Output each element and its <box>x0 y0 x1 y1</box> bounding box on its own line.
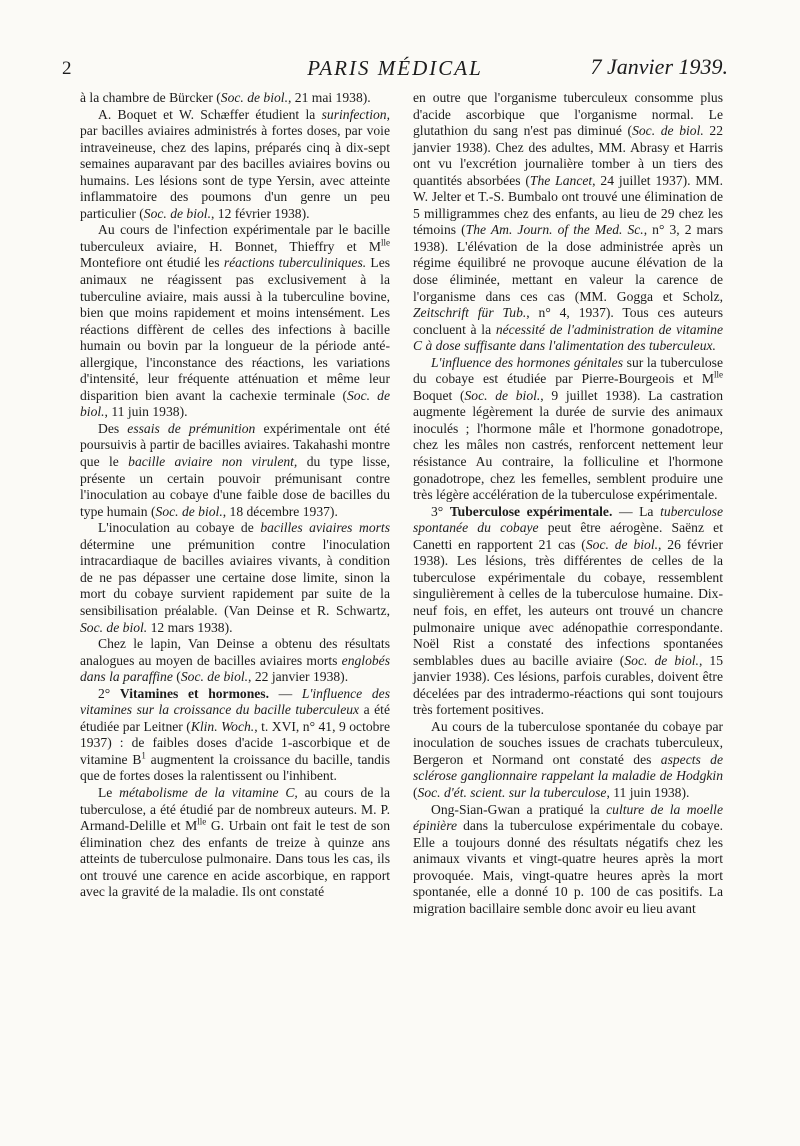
italic-text: surinfection <box>321 106 387 122</box>
text-run: A. Boquet et W. Schæffer étudient la <box>98 106 322 122</box>
text-run: 1 <box>141 750 146 761</box>
italic-text: The Lancet <box>529 172 593 188</box>
text-run: , n° 4, 1937). Tous ces auteurs concluent à la <box>413 305 723 337</box>
text-run: peut être aérogène. Saënz et Canetti en rapportent 21 cas ( <box>413 520 723 552</box>
text-run: Au cours de la tuberculose spontanée du cobaye par inoculation de souches issues de crachats tuberculeux, Bergeron et Normand ont constaté des <box>413 718 723 767</box>
text-run: Montefiore ont étudié les <box>80 255 224 271</box>
italic-text: Soc. de biol. <box>180 669 249 685</box>
italic-text: aspects de sclérose ganglionnaire rappelant la maladie de Hodgkin <box>413 751 724 784</box>
paragraph <box>413 504 723 719</box>
italic-text: The Am. Journ. of the Med. Sc. <box>465 222 644 238</box>
italic-text: métabolisme de la vitamine C, <box>119 784 298 800</box>
paragraph <box>80 636 390 686</box>
text-run: L'inoculation au cobaye de <box>98 520 261 536</box>
italic-text: réactions tuberculiniques. <box>223 255 367 271</box>
italic-text: Soc. de biol. <box>80 619 148 635</box>
italic-text: Soc. de biol. <box>585 536 659 552</box>
text-run: dans la tuberculose expérimentale du cobaye. Elle a toujours donné des résultats négatifs chez les animaux vivants et vingt-quatre heures après la mort provoquée. Mais, vingt-quatre heures après la mort spontanée, elle a donné 10 p. 100 de cas positifs. La migration bacillaire semble donc avoir eu lieu avant <box>413 818 723 916</box>
text-run: Le <box>98 784 120 800</box>
italic-text: Soc. de biol. <box>624 652 699 668</box>
text-run: , n° 3, 2 mars 1938). L'élévation de la dose administrée après un régime équilibré ne provoque aucune élévation de la dose éliminée, mettant en valeur la carence de l'organisme dans ces cas (MM. Gogga et Scholz, <box>413 222 723 304</box>
text-run: expérimentale ont été poursuivis à partir de bacilles aviaires. Takahashi montre que le <box>80 420 391 470</box>
text-run: a été étudiée par Leitner ( <box>80 702 390 734</box>
issue-date: 7 Janvier 1939. <box>590 54 728 79</box>
italic-text: nécessité de l'administration de vitamine C à dose suffisante dans l'alimentation des tuberculeux. <box>413 321 723 354</box>
text-run: du type lisse, présente un certain pouvoir prémunisant contre l'inoculation au cobaye d'une faible dose de bacilles du type humain ( <box>80 454 390 519</box>
italic-text: Soc. d'ét. scient. sur la tuberculose <box>417 784 607 800</box>
paragraph <box>413 90 723 355</box>
paragraph <box>80 520 390 636</box>
text-run: augmentent la croissance du bacille, tandis que de fortes doses la ralentissent ou l'inhibent. <box>80 751 391 784</box>
text-run: , par bacilles aviaires administrés à fortes doses, par voie intraveineuse, chez des lapins, préparés cinq à dix-sept semaines auparavant par des bacilles aviaires bovins ou humains. Les lésions sont de type Yersin, avec atteinte inflammatoire des poumons d'un genre un peu particulier ( <box>80 106 390 221</box>
text-run: , 11 juin 1938). <box>606 784 690 800</box>
italic-text: bacilles aviaires morts <box>260 520 390 536</box>
text-run: 2° <box>98 685 120 701</box>
paragraph <box>80 90 390 107</box>
section-heading: Vitamines et hormones. <box>119 685 269 701</box>
paragraph <box>80 686 390 785</box>
text-run: en outre que l'organisme tuberculeux consomme plus d'acide ascorbique que l'organisme normal. Le glutathion du sang n'est pas diminué ( <box>413 90 723 139</box>
italic-text: Soc. de biol. <box>143 205 211 221</box>
paragraph <box>80 107 390 223</box>
text-run: lle <box>197 816 207 827</box>
running-header <box>62 54 728 84</box>
text-run: — <box>269 685 302 701</box>
italic-text: Soc. de biol. <box>80 387 390 420</box>
paragraph <box>413 802 723 918</box>
section-heading: Tuberculose expérimentale. <box>449 503 613 519</box>
text-run: sur la tuberculose du cobaye est étudiée par Pierre-Bourgeois et M <box>413 354 723 387</box>
paragraph <box>80 222 390 421</box>
text-run: Des <box>98 420 128 436</box>
italic-text: Soc. de biol. <box>464 387 541 403</box>
text-run: lle <box>714 369 723 380</box>
text-run: Ong-Sian-Gwan a pratiqué la <box>431 801 607 817</box>
text-run: , 12 février 1938). <box>210 205 310 221</box>
text-run: à la chambre de Bürcker ( <box>80 90 221 105</box>
paragraph <box>80 785 390 901</box>
text-run: , 21 mai 1938). <box>287 90 371 105</box>
page-number: 2 <box>62 58 72 79</box>
text-run: 3° <box>431 503 450 519</box>
journal-title: PARIS MÉDICAL <box>307 56 483 80</box>
text-run: , 26 février 1938). Les lésions, très différentes de celles de la tuberculose expérimentale du cobaye, ressemblent singulièrement à celles de la tuberculose humaine. Dix-neuf fois, en effet, les auteurs ont trouvé un chancre pulmonaire unique avec adénopathie correspondante. Noël Rist a constaté des infections spontanées semblables dues au bacille aviaire ( <box>413 536 723 668</box>
left-column <box>80 90 390 901</box>
text-run: , 22 janvier 1938). <box>248 669 349 685</box>
text-run: , 9 juillet 1938). La castration augmente légèrement la durée de survie des animaux inoculés ; l'hormone mâle et l'hormone gonadotrope, chez les mâles non castrés, renforcent nettement leur résistance Au contraire, la folliculine et l'hormone gonadotrope, chez les femelles, semblent produire une très légère accélération de la tuberculose expérimentale. <box>413 387 723 503</box>
italic-text: L'influence des vitamines sur la croissance du bacille tuberculeux <box>80 685 390 718</box>
italic-text: Soc. de biol. <box>632 123 704 139</box>
text-run: , 11 juin 1938). <box>104 404 188 420</box>
italic-text: bacille aviaire non virulent, <box>128 454 298 470</box>
text-run: Les animaux ne réagissent pas exclusivement à la tuberculine aviaire, mais aussi à la tuberculine bovine, bien que moins rapidement et moins intensément. Les réactions diffèrent de celles des infections à bacille humain ou bovin par la longueur de la période anté-allergique, l'inconstance des réactions, les variations d'intensité, leur fréquente atténuation et même leur disparition bien avant la cachexie terminale ( <box>80 255 391 403</box>
text-run: — La <box>612 503 661 519</box>
text-run: G. Urbain ont fait le test de son élimination chez des enfants de treize à quinze ans atteints de tuberculose pulmonaire. Dans tous les cas, ils ont trouvé une carence en acide ascorbique, en rapport avec la gravité de la maladie. Ils ont constaté <box>80 818 390 900</box>
italic-text: L'influence des hormones génitales <box>431 354 624 370</box>
text-run: 22 janvier 1938). Chez des adultes, MM. Abrasy et Harris ont vu l'excrétion journalière tomber à un tiers des quantités absorbées ( <box>413 123 724 188</box>
italic-text: Soc. de biol. <box>220 90 288 105</box>
text-run: , t. XVI, n° 41, 9 octobre 1937) : de faibles doses d'acide 1-ascorbique et de vitamine B <box>80 718 390 767</box>
text-run: détermine une prémunition contre l'inoculation intracardiaque de bacilles aviaires vivants, à condition de ne pas dépasser une certaine dose limite, sinon la mort du cobaye survient rapidement par suite de la sensibilisation préalable. (Van Deinse et R. Schwartz, <box>80 536 390 618</box>
italic-text: culture de la moelle épinière <box>413 801 723 834</box>
right-column <box>413 90 723 917</box>
italic-text: Soc. de biol. <box>155 503 223 519</box>
text-run: Au cours de l'infection expérimentale par le bacille tuberculeux aviaire, H. Bonnet, Thieffry et M <box>80 222 390 254</box>
text-run: , 15 janvier 1938). Ces lésions, parfois curables, doivent être décelées par des intradermo-réactions qui sont toujours très fortement positives. <box>413 652 724 718</box>
text-run: au cours de la tuberculose, a été étudié par de nombreux auteurs. M. P. Armand-Delille et M <box>80 784 390 834</box>
text-run: , 24 juillet 1937). MM. W. Jelter et T.-S. Bumbalo ont trouvé une élimination de 5 milligrammes chez des enfants, au lieu de 29 chez les témoins ( <box>413 172 723 238</box>
italic-text: Klin. Woch. <box>190 718 255 734</box>
text-run: lle <box>381 237 390 248</box>
italic-text: essais de prémunition <box>127 420 256 436</box>
paragraph <box>413 355 723 504</box>
text-run: , 18 décembre 1937). <box>222 503 338 519</box>
italic-text: Zeitschrift für Tub. <box>413 305 527 321</box>
paragraph <box>80 421 390 520</box>
text-run: Boquet ( <box>413 387 465 403</box>
text-run: ( <box>413 784 418 800</box>
text-run: ( <box>172 669 181 685</box>
text-run: Chez le lapin, Van Deinse a obtenu des résultats analogues au moyen de bacilles aviaires morts <box>80 636 390 668</box>
paragraph <box>413 719 723 802</box>
text-run: 12 mars 1938). <box>147 619 233 635</box>
italic-text: englobés dans la paraffine <box>80 652 390 685</box>
italic-text: tuberculose spontanée du cobaye <box>413 503 723 536</box>
